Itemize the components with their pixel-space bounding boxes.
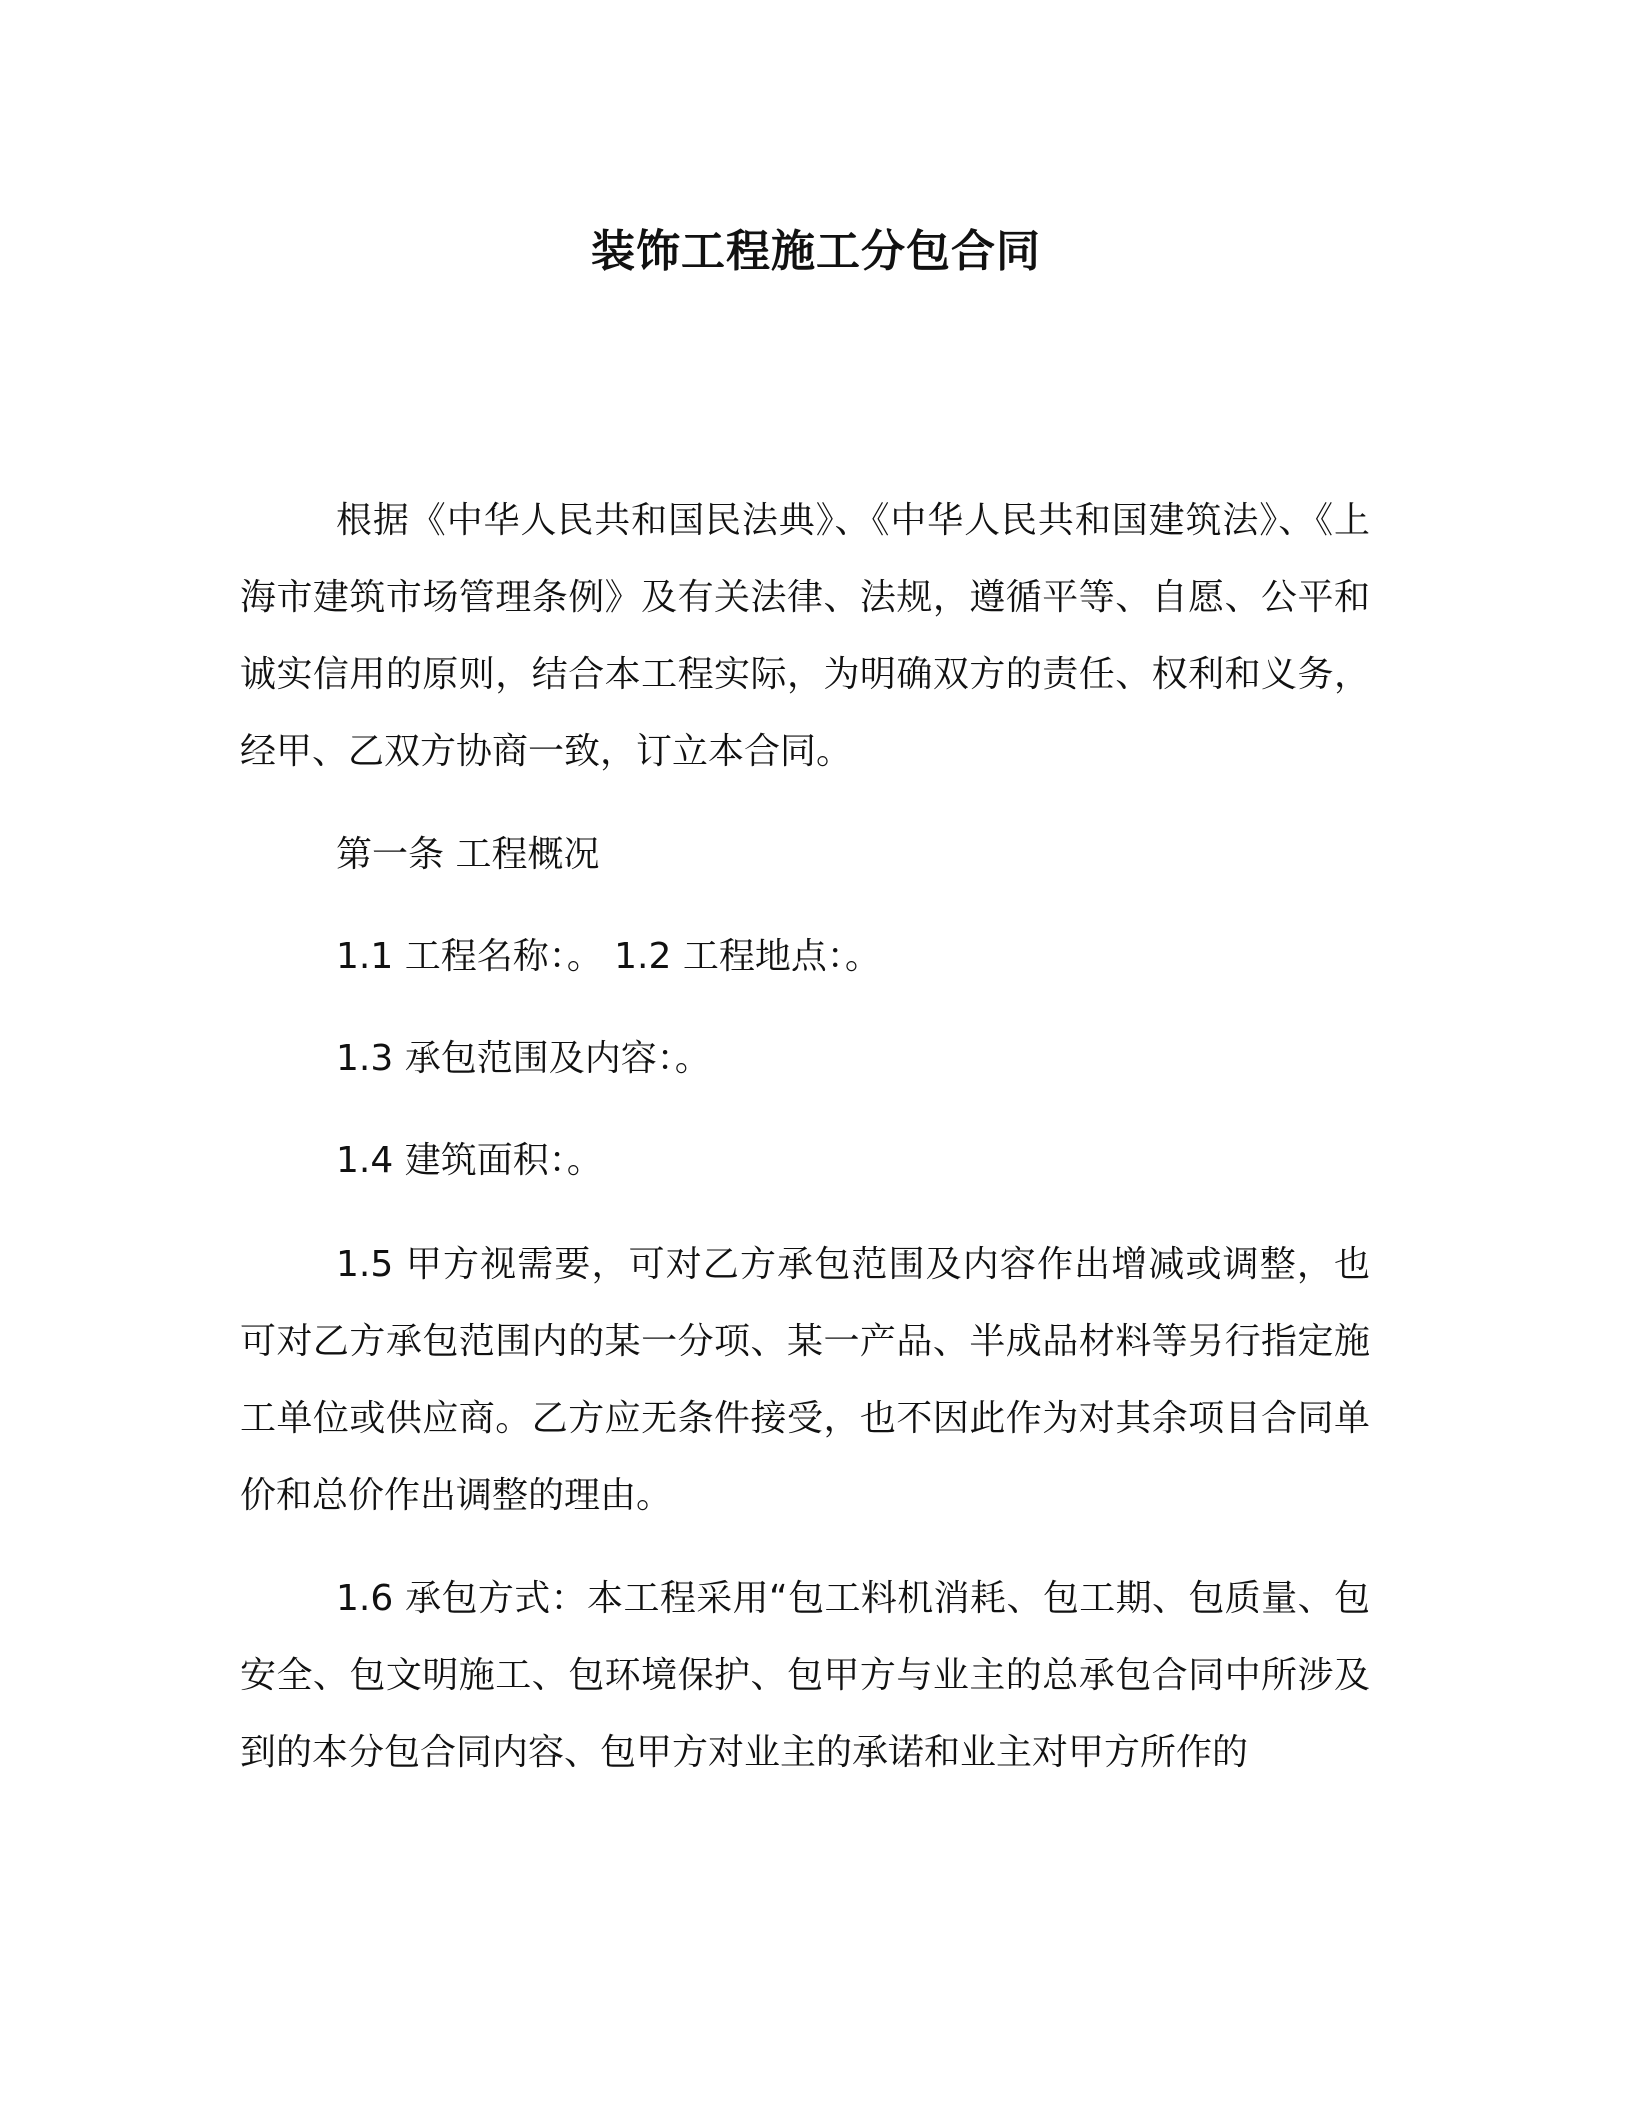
clause-1-4: 1.4 建筑面积：。 <box>336 1140 603 1181</box>
intro-paragraph: 根据《中华人民共和国民法典》、《中华人民共和国建筑法》、《上海市建筑市场管理条例》及有关法律、法规，遵循平等、自愿、公平和诚实信用的原则，结合本工程实际，为明确双方的责任、权利和义务，经甲、乙双方协商一致，订立本合同。 <box>240 500 1370 772</box>
clause-1-1-1-2: 1.1 工程名称：。 1.2 工程地点：。 <box>336 936 881 977</box>
clause-1-6: 1.6 承包方式：本工程采用“包工料机消耗、包工期、包质量、包安全、包文明施工、包环境保护、包甲方与业主的总承包合同中所涉及到的本分包合同内容、包甲方对业主的承诺和业主对甲方所作的 <box>240 1578 1370 1773</box>
article-1-heading: 第一条 工程概况 <box>336 834 600 875</box>
clause-1-3: 1.3 承包范围及内容：。 <box>336 1038 711 1079</box>
clause-1-5: 1.5 甲方视需要，可对乙方承包范围及内容作出增减或调整，也可对乙方承包范围内的某一分项、某一产品、半成品材料等另行指定施工单位或供应商。乙方应无条件接受，也不因此作为对其余项目合同单价和总价作出调整的理由。 <box>240 1244 1370 1516</box>
document-title: 装饰工程施工分包合同 <box>591 226 1041 277</box>
